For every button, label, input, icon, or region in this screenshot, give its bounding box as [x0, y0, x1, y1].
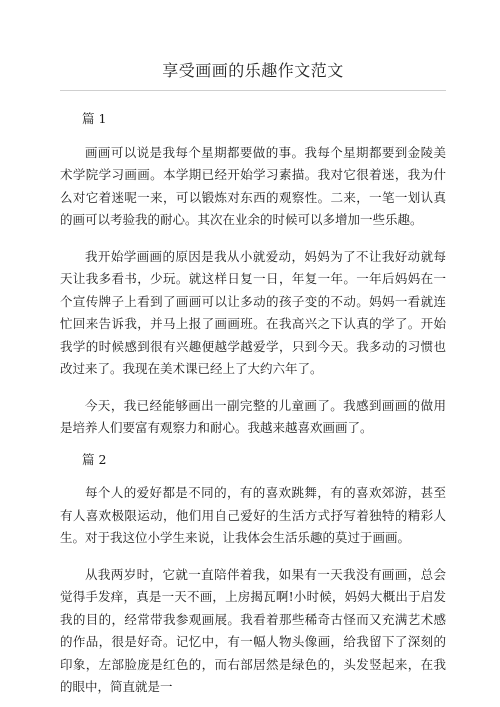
document-title: 享受画画的乐趣作文范文: [60, 58, 446, 91]
paragraph: 画画可以说是我每个星期都要做的事。我每个星期都要到金陵美术学院学习画画。本学期已经开始学习素描。我对它很着迷，我为什么对它着迷呢一来，可以锻炼对东西的观察性。二来，一笔一划认真的画可以考验我的耐心。其次在业余的时候可以多增加一些乐趣。: [60, 144, 446, 227]
section-heading-1: 篇 1: [82, 111, 107, 126]
paragraph: 我开始学画画的原因是我从小就爱动，妈妈为了不让我好动就每天让我多看书，少玩。就这样日复一日，年复一年。一年后妈妈在一个宣传牌子上看到了画画可以让多动的孩子变的不动。妈妈一看就连忙回来告诉我，并马上报了画画班。在我高兴之下认真的学了。开始我学的时候感到很有兴趣便越学越爱学，只到今天。我多动的习惯也改过来了。我现在美术课已经上了大约六年了。: [60, 248, 446, 376]
paragraph: 今天，我已经能够画出一副完整的儿童画了。我感到画画的做用是培养人们要富有观察力和耐心。我越来越喜欢画画了。: [60, 397, 446, 435]
paragraph: 从我两岁时，它就一直陪伴着我，如果有一天我没有画画，总会觉得手发痒，真是一天不画，上房揭瓦啊!小时候，妈妈大概出于启发我的目的，经常带我参观画展。我看着那些稀奇古怪而又充满艺术感的作品，很是好奇。记忆中，有一幅人物头像画，给我留下了深刻的印象，左部脸庞是红色的，而右部居然是绿色的，头发竖起来，在我的眼中，简直就是一: [60, 566, 446, 694]
paragraph: 每个人的爱好都是不同的，有的喜欢跳舞，有的喜欢郊游，甚至有人喜欢极限运动，他们用自己爱好的生活方式抒写着独特的精彩人生。对于我这位小学生来说，让我体会生活乐趣的莫过于画画。: [60, 485, 446, 545]
section-heading-2: 篇 2: [82, 451, 107, 467]
